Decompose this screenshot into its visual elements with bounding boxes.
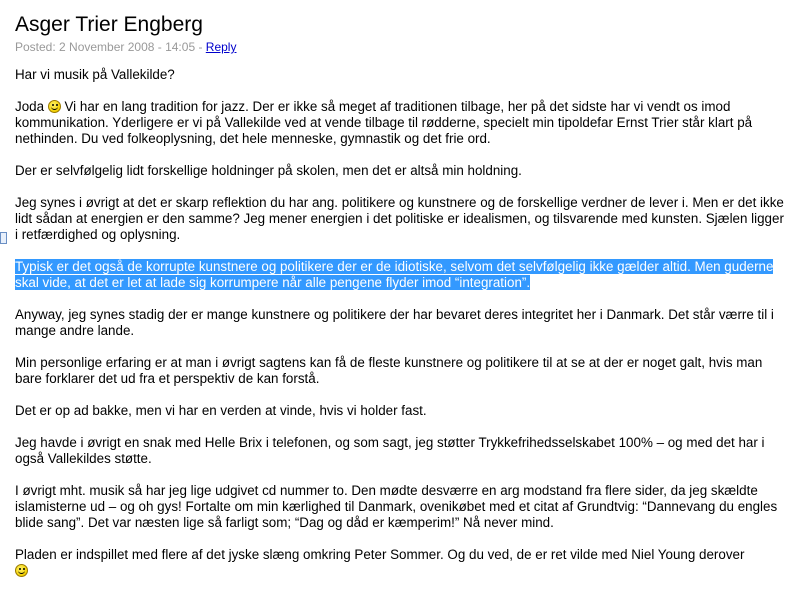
paragraph [15,547,785,579]
comment-author: Asger Trier Engberg [15,13,203,36]
smiley-icon [48,100,61,113]
paragraph-selected[interactable] [15,259,785,291]
paragraph-text: Vi har en lang tradition for jazz. Der er ikke så meget af traditionen tilbage, her på det sidste har vi vendt os imod kommunikation. Yderligere er vi på Vallekilde ved at vende tilbage til rødderne, specielt min tipoldefar Ernst Trier står klart på nethinden. Du ved folkeoplysning, det hele menneske, gymnastik og det frie ord. [15,99,753,146]
selection-handle-icon[interactable] [0,232,7,244]
paragraph: Der er selvfølgelig lidt forskellige holdninger på skolen, men det er altså min holdning. [15,163,522,178]
paragraph: I øvrigt mht. musik så har jeg lige udgivet cd nummer to. Den mødte desværre en arg modstand fra flere sider, da jeg skældte islamisterne ud – og oh gys! Fortalte om min kærlighed til Danmark, ovenikøbet med et citat af Grundtvig: “Dannevang du engles blide sang”. Det var næsten lige så farligt som; “Dag og dåd er kæmperim!” Nå never mind. [15,483,778,530]
paragraph: Jeg synes i øvrigt at det er skarp reflektion du har ang. politikere og kunstnere og de forskellige verdner de lever i. Men er det ikke lidt sådan at energien er den samme? Jeg mener energien i det politiske er idealismen, og tilsvarende med kunsten. Sjælen ligger i retfærdighed og oplysning. [15,195,784,242]
reply-link[interactable]: Reply [205,40,237,54]
paragraph: Min personlige erfaring er at man i øvrigt sagtens kan få de fleste kunstnere og politikere til at se at der er noget galt, hvis man bare forklarer det ud fra et perspektiv de kan forstå. [15,355,763,386]
paragraph: Det er op ad bakke, men vi har en verden at vinde, hvis vi holder fast. [15,403,427,418]
paragraph-text: Pladen er indspillet med flere af det jyske slæng omkring Peter Sommer. Og du ved, de er ret vilde med Niel Young derover [15,547,745,562]
selected-text[interactable]: Typisk er det også de korrupte kunstnere og politikere der er de idiotiske, selvom det selvfølgelig ikke gælder altid. Men guderne skal vide, at det er let at lade sig korrumpere når alle pengene flyder imod “integration”. [15,259,774,290]
paragraph: Anyway, jeg synes stadig der er mange kunstnere og politikere der har bevaret deres integritet her i Danmark. Det står værre til i mange andre lande. [15,307,774,338]
paragraph [15,99,785,147]
comment-body [15,67,785,579]
paragraph: Har vi musik på Vallekilde? [15,67,175,82]
posted-date: Posted: 2 November 2008 - 14:05 - [15,40,206,54]
comment-post [15,0,785,595]
comment-meta [15,40,785,55]
paragraph-text: Joda [15,99,48,114]
paragraph: Jeg havde i øvrigt en snak med Helle Brix i telefonen, og som sagt, jeg støtter Trykkefrihedsselskabet 100% – og med det har i også Vallekildes støtte. [15,435,765,466]
